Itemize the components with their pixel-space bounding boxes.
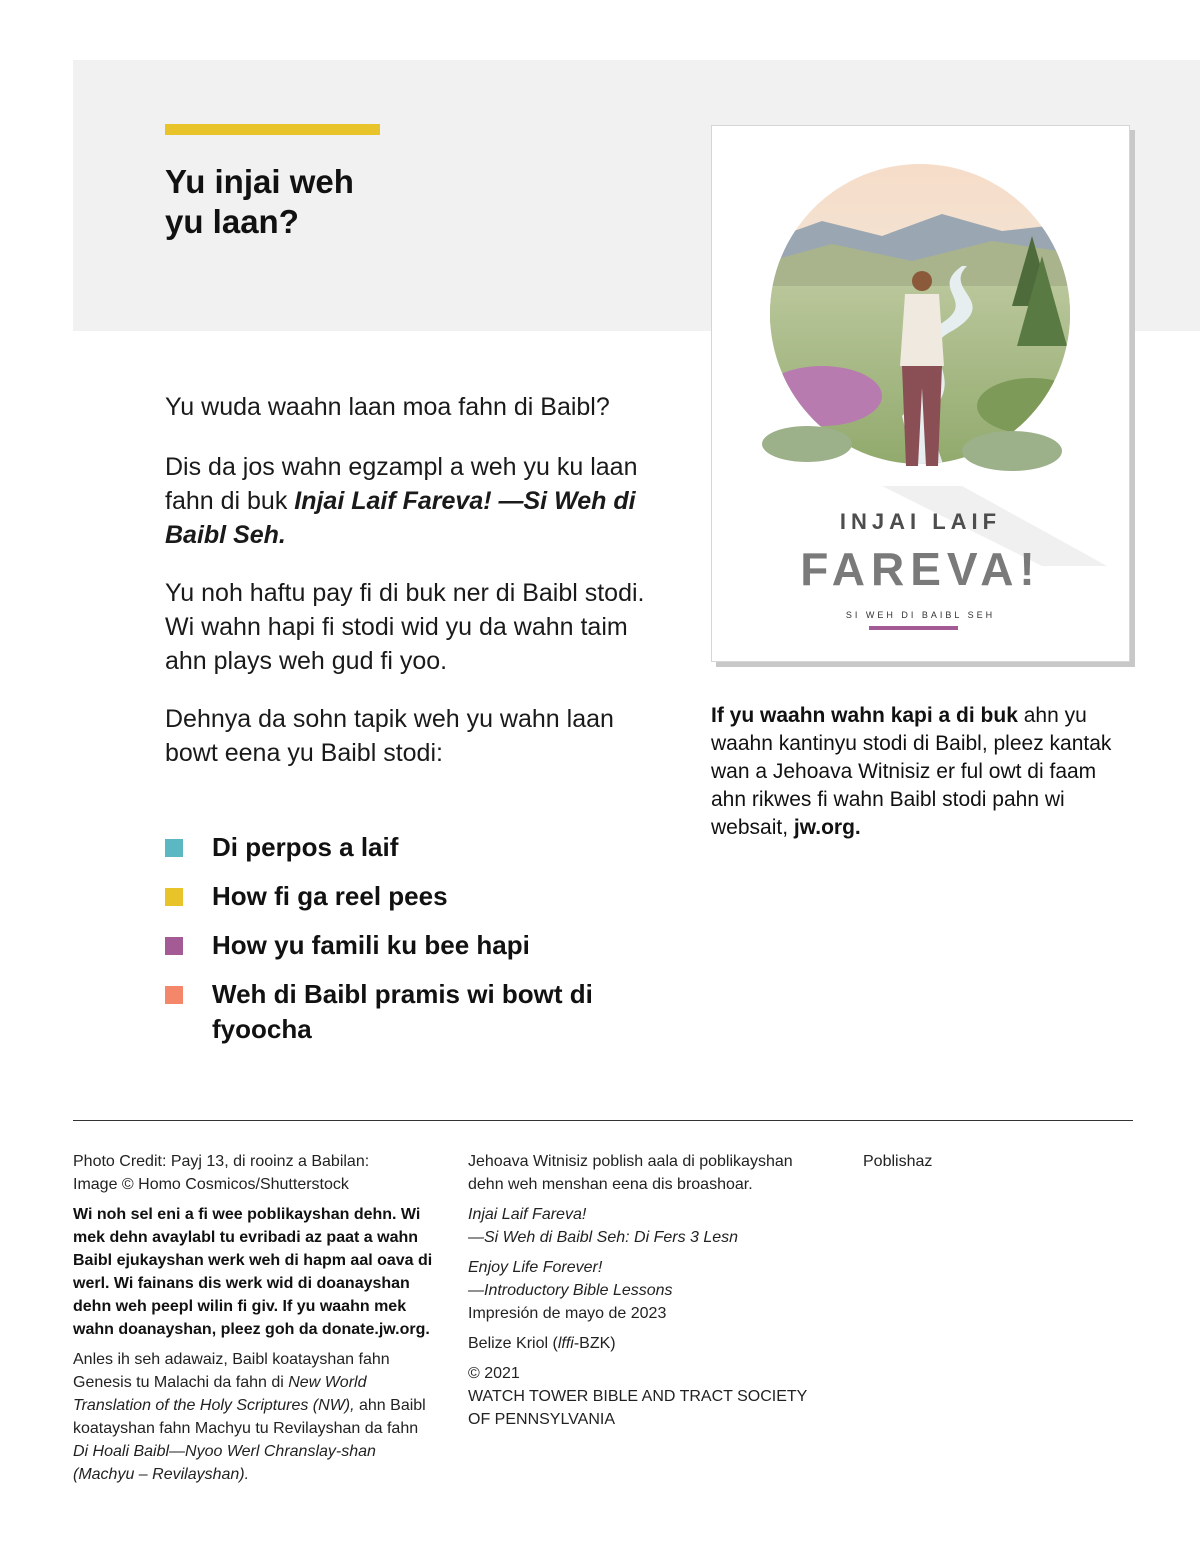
title-line-2: yu laan?	[165, 203, 299, 240]
book-local-line-2: —Si Weh di Baibl Seh: Di Fers 3 Lesn	[468, 1229, 739, 1246]
cover-accent-line	[869, 626, 958, 630]
topic-label: How fi ga reel pees	[212, 881, 448, 911]
publisher-label: Poblishaz	[863, 1153, 933, 1170]
topic-label: Di perpos a laif	[212, 832, 399, 862]
publish-note: Jehoava Witnisiz poblish aala di poblikayshan dehn weh menshan eena dis broashoar.	[468, 1153, 793, 1193]
footer-column-2	[468, 1150, 828, 1438]
copyright-year: © 2021	[468, 1365, 520, 1382]
language-code	[468, 1332, 828, 1355]
printing-date: Impresión de mayo de 2023	[468, 1305, 667, 1322]
society-line-2: OF PENNSYLVANIA	[468, 1411, 615, 1428]
photo-credit-line-2: Image © Homo Cosmicos/Shutterstock	[73, 1176, 349, 1193]
language-name: Belize Kriol (	[468, 1335, 558, 1352]
translation-text-1: Anles ih seh adawaiz, Baibl koataysha​n fahn Genesis tu Malachi da fahn di	[73, 1351, 390, 1391]
translation-nw-title: New World Translation of the Holy Scriptures (NW),	[73, 1374, 367, 1414]
society-line-1: WATCH TOWER BIBLE AND TRACT SOCIETY	[468, 1388, 808, 1405]
book-cover	[711, 125, 1130, 662]
book-en-line-1: Enjoy Life Forever!	[468, 1259, 603, 1276]
request-body: ahn yu waahn kantinyu stodi di Baibl, pleez kantak wan a Jehoava Witnisiz er ful owt di faam ahn rikwes fi wahn Baibl stodi pahn wi websait,	[711, 704, 1112, 839]
cover-title-large: FAREVA!	[800, 543, 1041, 595]
request-lead: If yu waahn wahn kapi a di buk	[711, 704, 1018, 727]
intro-no-pay: Yu noh haftu pay fi di buk ner di Baibl stodi. Wi wahn hapi fi stodi wid yu da wahn taim ahn plays weh gud fi yoo.	[165, 579, 645, 675]
topic-label: Weh di Baibl pramis wi bowt di fyoocha	[212, 979, 593, 1044]
language-code-suffix: -BZK)	[573, 1335, 616, 1352]
list-item	[165, 928, 645, 963]
cover-subtitle: SI WEH DI BAIBL SEH	[845, 610, 996, 620]
book-local-line-1: Injai Laif Fareva!	[468, 1206, 587, 1223]
book-title-local	[468, 1203, 828, 1249]
request-copy-text	[711, 702, 1131, 842]
donation-note: Wi noh sel eni a fi wee poblikayshan dehn. Wi mek dehn avaylabl tu evribadi az paat a wahn Baibl ejukayshan werk weh di hapm aal oava di werl. Wi fainans dis werk wid di doanayshan dehn weh peepl wilin fi giv. If yu waahn mek wahn doanayshan, pleez goh da donate.jw.org.	[73, 1206, 433, 1338]
list-item	[165, 879, 645, 914]
topics-intro: Dehnya da sohn tapik weh yu wahn laan bowt eena yu Baibl stodi:	[165, 705, 614, 767]
translation-text-2: ahn Baibl koataysha​n fahn Machyu tu Revilayshan da fahn	[73, 1397, 426, 1437]
teal-square-icon	[165, 839, 183, 857]
intro-question: Yu wuda waahn laan moa fahn di Baibl?	[165, 393, 610, 421]
translation-hb-title: Di Hoali Baibl—Nyoo Werl Chranslay-shan (Machyu – Revilayshan).	[73, 1443, 376, 1483]
language-code-italic: lffi	[557, 1335, 574, 1352]
list-item	[165, 977, 645, 1047]
yellow-square-icon	[165, 888, 183, 906]
intro-example	[165, 450, 665, 552]
footer-column-1	[73, 1150, 433, 1493]
translation-note	[73, 1348, 433, 1486]
photo-credit-line-1: Photo Credit: Payj 13, di rooinz a Babilan:	[73, 1153, 370, 1170]
footer-divider	[73, 1120, 1133, 1121]
copyright	[468, 1362, 828, 1431]
cover-title-small: INJAI LAIF	[839, 509, 1002, 534]
book-title-inline: Injai Laif Fareva! —Si Weh di Baibl Seh.	[165, 487, 636, 549]
title-line-1: Yu injai weh	[165, 163, 354, 200]
footer-column-3	[863, 1150, 1113, 1180]
page-title	[165, 162, 565, 242]
purple-square-icon	[165, 937, 183, 955]
accent-bar	[165, 124, 380, 135]
coral-square-icon	[165, 986, 183, 1004]
book-title-english	[468, 1256, 828, 1325]
book-en-line-2: —Introductory Bible Lessons	[468, 1282, 673, 1299]
website-link[interactable]: jw.org.	[793, 816, 861, 839]
intro-example-text: Dis da jos wahn egzampl a weh yu ku laan fahn di buk	[165, 453, 638, 515]
intro-section	[165, 390, 665, 794]
topic-label: How yu famili ku bee hapi	[212, 930, 530, 960]
topic-list	[165, 830, 645, 1061]
photo-credit	[73, 1150, 433, 1196]
list-item	[165, 830, 645, 865]
